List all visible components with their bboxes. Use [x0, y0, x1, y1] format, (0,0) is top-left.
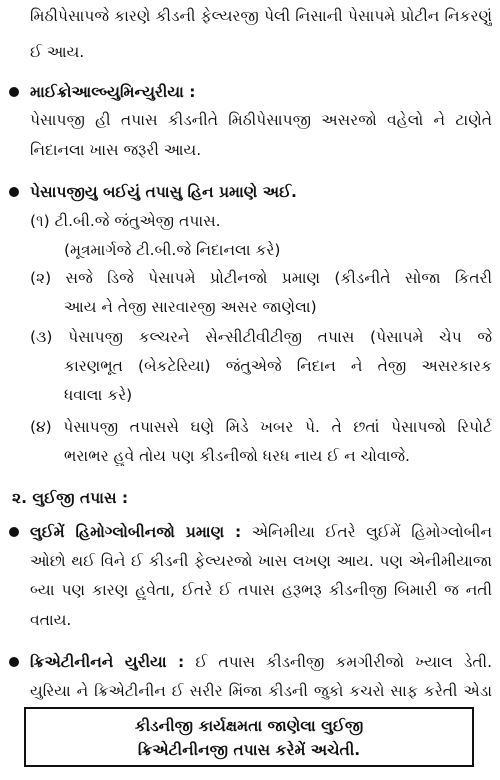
- urine-item-2-line-1: (૨) સજે ડિજે પેસાપમે પ્રોટીનજો પ્રમાણ (કીડનીતે સોજા કિતરી: [30, 269, 492, 287]
- callout-box: [24, 707, 474, 767]
- intro-line-2: ઈ આય.: [30, 43, 85, 61]
- urine-item-3-line-2: કારણભૂત (બેકટેરિયા) જંતુએજે નિદાન ને તેજી અસરકારક: [64, 357, 492, 375]
- intro-line-1: મિઠીપેસાપજે કારણે કીડની ફેલ્યરજી પેલી નિસાની પેસાપમે પ્રોટીન નિકરણું: [30, 7, 492, 25]
- bullet-icon: [9, 87, 19, 97]
- bullet-icon: [9, 657, 19, 667]
- hemoglobin-line-3: બ્યા પણ કારણ હુવેતા, ઈતરે ઈ તપાસ હરૂભરૂ કીડનીજી બિમારી જ નતી: [30, 581, 492, 599]
- hemoglobin-heading: લુઈમેં હિમોગ્લોબીનજો પ્રમાણ :: [30, 523, 242, 541]
- urine-tests-heading: પેસાપજીયુ બઈયું તપાસુ હિન પ્રમાણે અઈ.: [30, 183, 297, 201]
- hemoglobin-line-2: ઓછો થઈ વિને ઈ કીડની ફેલ્યરજો ખાસ લખણ આય. પણ એનીમીયાજા: [30, 552, 492, 570]
- urine-item-3-line-1: (૩) પેસાપજી કલ્ચરને સેન્સીટીવીટીજી તપાસ (પેસાપમે ચેપ જે: [30, 328, 492, 346]
- urine-item-2-line-2: આય ને તેજી સારવારજી અસર જાણેલા): [64, 298, 317, 316]
- blood-tests-heading: ૨. લુઈજી તપાસ :: [12, 489, 129, 507]
- urine-item-4-line-1: (૪) પેસાપજી તપાસસે ઘણે મિડે ખબર પે. તે છતાં પેસાપજો રિપોર્ટ: [30, 418, 492, 436]
- hemoglobin-text: એનિમીયા ઈતરે લુઈમેં હિમોગ્લોબીન: [241, 523, 492, 541]
- urine-item-3-line-3: ધવાલા કરે): [64, 386, 133, 404]
- urine-item-1-line-2: (મૂત્રમાર્ગજે ટી.બી.જે નિદાનલા કરે): [64, 241, 281, 259]
- bullet-icon: [9, 187, 19, 197]
- microalbuminuria-line-1: પેસાપજી હી તપાસ કીડનીતે મિઠીપેસાપજી અસરજો વહેલો ને ટાણેતે: [30, 111, 492, 129]
- callout-line-1: કીડનીજી કાર્યક્ષમતા જાણેલા લુઈજી: [134, 717, 364, 735]
- creatinine-line-2: યુરિયા ને ક્રિએટીનીન ઈ સરીર મિંજા કીડની જુકો કચરો સાફ કરેતી એડા: [30, 682, 492, 700]
- creatinine-text: ઈ તપાસ કીડનીજી કમગીરીજો ખ્યાલ ડેતી.: [184, 653, 492, 671]
- microalbuminuria-line-2: નિદાનલા ખાસ જરૂરી આય.: [30, 141, 202, 159]
- microalbuminuria-heading: માઈક્રોઆલ્બ્યુમિન્યુરીયા :: [30, 83, 196, 101]
- bullet-icon: [9, 527, 19, 537]
- urine-item-4-line-2: ભરાભર હુવે તોય પણ કીડનીજો ધરધ નાય ઈ ન ચોવાજે.: [64, 447, 410, 465]
- creatinine-heading: ક્રિએટીનીનને યુરીયા :: [30, 653, 185, 671]
- creatinine-line-1: [30, 652, 492, 672]
- hemoglobin-line-4: વતાય.: [30, 611, 72, 629]
- hemoglobin-line-1: [30, 522, 492, 542]
- callout-line-2: ક્રિએટીનીનજી તપાસ કરેમેં અચેતી.: [137, 741, 361, 759]
- urine-item-1-line-1: (૧) ટી.બી.જે જંતુએજી તપાસ.: [30, 212, 221, 230]
